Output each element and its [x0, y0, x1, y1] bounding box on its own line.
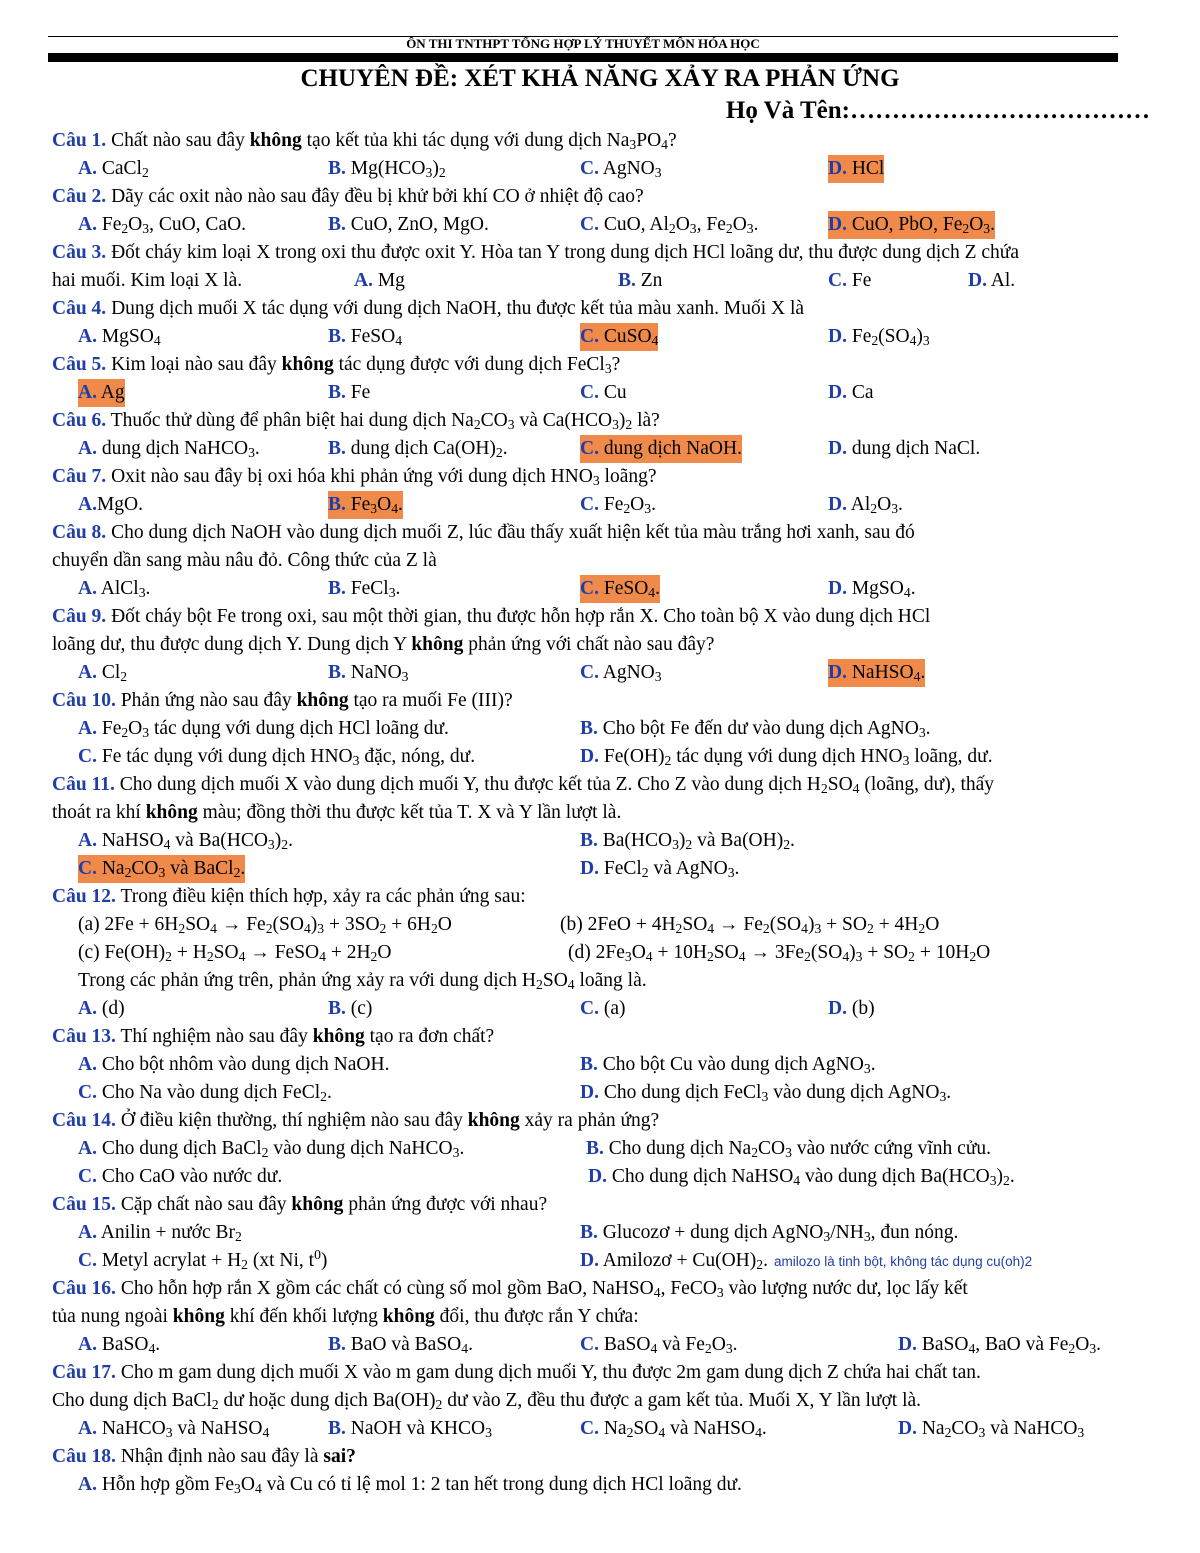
- question-list: [52, 127, 1152, 1499]
- question-7: [52, 463, 1152, 491]
- option-b: B. BaO và BaSO$_4$.: [328, 1334, 473, 1356]
- option-c-highlighted: C. CuSO$_4$: [580, 323, 658, 351]
- option-d-highlighted: D. CuO, PbO, $Fe_2O_3$.: [828, 211, 995, 239]
- question-text: Chất nào sau đây không tạo kết tủa khi tác dụng với dung dịch $Na_3PO_4$?: [111, 130, 677, 152]
- question-text-cont: Cho dung dịch BaCl$_2$ dư hoặc dung dịch $Ba(OH)_2$ dư vào Z, đều thu được a gam kết tủa. Muối X, Y lần lượt là.: [52, 1390, 922, 1412]
- question-6: [52, 407, 1152, 435]
- student-name-line: Họ Và Tên:………………………………: [725, 97, 1150, 124]
- annotation-note: amilozo là tinh bột, không tác dụng cu(oh)2: [773, 1254, 1033, 1269]
- option-d-highlighted: D. NaHSO$_4$.: [828, 659, 925, 687]
- option-a: A.MgO.: [78, 494, 144, 515]
- question-text-cont: loãng dư, thu được dung dịch Y. Dung dịch Y không phản ứng với chất nào sau đây?: [52, 634, 715, 655]
- option-c-highlighted: C. dung dịch NaOH.: [580, 435, 742, 463]
- question-label: Câu 8.: [52, 522, 107, 543]
- option-c: C. CuO, $Al_2O_3$, $Fe_2O_3$.: [580, 214, 759, 236]
- question-prompt: Trong các phản ứng trên, phản ứng xảy ra với dung dịch $H_2SO_4$ loãng là.: [78, 970, 647, 992]
- question-text: Thí nghiệm nào sau đây không tạo ra đơn chất?: [120, 1026, 495, 1047]
- option-a: A. NaHCO$_3$ và NaHSO$_4$: [78, 1418, 270, 1440]
- option-b: B. NaOH và $KHCO_3$: [328, 1418, 492, 1440]
- question-label: Câu 1.: [52, 130, 107, 151]
- option-c: C. BaSO$_4$ và $Fe_2O_3$.: [580, 1334, 738, 1356]
- question-9-cont: [52, 631, 1152, 659]
- option-d: D. dung dịch NaCl.: [828, 438, 981, 459]
- option-b: B. $Mg(HCO_3)_2$: [328, 158, 446, 180]
- question-4: [52, 295, 1152, 323]
- reaction-c: (c) $Fe(OH)_2 + H_2SO_4$ → FeSO$_4$ + $2H_2O$: [78, 942, 392, 964]
- question-14: [52, 1107, 1152, 1135]
- question-text: Cho dung dịch NaOH vào dung dịch muối Z, lúc đầu thấy xuất hiện kết tủa màu trắng hơi xanh, sau đó: [111, 522, 915, 543]
- option-a: A. Hỗn hợp gồm $Fe_3O_4$ và Cu có tỉ lệ mol 1: 2 tan hết trong dung dịch HCl loãng dư.: [78, 1474, 742, 1496]
- option-c: C. Cho CaO vào nước dư.: [78, 1166, 283, 1187]
- option-b-highlighted: B. $Fe_3O_4$.: [328, 491, 403, 519]
- option-b: B. Cho bột Fe đến dư vào dung dịch AgNO$_3$.: [580, 718, 931, 740]
- question-5: [52, 351, 1152, 379]
- question-8: [52, 519, 1152, 547]
- options-row: [52, 323, 1152, 351]
- options-row: [52, 1247, 1152, 1275]
- question-label: Câu 14.: [52, 1110, 116, 1131]
- option-b: B. Cho dung dịch $Na_2CO_3$ vào nước cứng vĩnh cửu.: [586, 1138, 992, 1160]
- option-a: A. dung dịch NaHCO$_3$.: [78, 438, 260, 460]
- options-row: [52, 659, 1152, 687]
- question-text: Cho m gam dung dịch muối X vào m gam dung dịch muối Y, thu được 2m gam dung dịch Z chứa hai chất tan.: [120, 1362, 981, 1383]
- option-d: D. Cho dung dịch FeCl$_3$ vào dung dịch AgNO$_3$.: [580, 1082, 952, 1104]
- options-row: [52, 211, 1152, 239]
- option-a: A. Cho dung dịch BaCl$_2$ vào dung dịch NaHCO$_3$.: [78, 1138, 465, 1160]
- option-a: A. $Cl_2$: [78, 662, 128, 684]
- question-text-cont: tủa nung ngoài không khí đến khối lượng không đổi, thu được rắn Y chứa:: [52, 1306, 639, 1327]
- question-label: Câu 2.: [52, 186, 107, 207]
- option-b: B. NaNO$_3$: [328, 662, 409, 684]
- question-label: Câu 9.: [52, 606, 107, 627]
- question-label: Câu 16.: [52, 1278, 116, 1299]
- option-d: D. FeCl$_2$ và AgNO$_3$.: [580, 858, 740, 880]
- question-text: Oxit nào sau đây bị oxi hóa khi phản ứng với dung dịch $HNO_3$ loãng?: [111, 466, 657, 488]
- options-row: [52, 491, 1152, 519]
- question-11: [52, 771, 1152, 799]
- option-d: D. Al.: [968, 270, 1016, 291]
- option-c-highlighted: C. FeSO$_4$.: [580, 575, 660, 603]
- question-10: [52, 687, 1152, 715]
- question-label: Câu 18.: [52, 1446, 116, 1467]
- options-row: [52, 1219, 1152, 1247]
- option-b: B. Fe: [328, 382, 371, 403]
- option-b: B. FeSO$_4$: [328, 326, 403, 348]
- option-b: B. CuO, ZnO, MgO.: [328, 214, 489, 235]
- reaction-d: (d) $2Fe_3O_4 + 10H_2SO_4 \to 3Fe_2(SO_4)_3 + SO_2 + 10H_2O$: [568, 942, 991, 964]
- question-text: Cho hỗn hợp rắn X gồm các chất có cùng số mol gồm BaO, NaHSO$_4$, FeCO$_3$ vào lượng nước dư, lọc lấy kết: [120, 1278, 968, 1300]
- question-label: Câu 4.: [52, 298, 107, 319]
- reaction-a: (a) $2Fe + 6H_2SO_4 \to Fe_2(SO_4)_3 + 3SO_2 + 6H_2O$: [78, 914, 452, 936]
- question-12: [52, 883, 1152, 911]
- options-row: [52, 1331, 1152, 1359]
- option-c-highlighted: C. $Na_2CO_3$ và BaCl$_2$.: [78, 855, 245, 883]
- option-b: B. (c): [328, 998, 373, 1019]
- question-text: Kim loại nào sau đây không tác dụng được với dung dịch FeCl$_3$?: [111, 354, 621, 376]
- question-16-cont: [52, 1303, 1152, 1331]
- question-text: Cặp chất nào sau đây không phản ứng được với nhau?: [120, 1194, 548, 1215]
- option-c: C. Metyl acrylat + $H_2$ (xt Ni, $t^0$): [78, 1247, 328, 1272]
- option-b: B. FeCl$_3$.: [328, 578, 401, 600]
- question-8-cont: [52, 547, 1152, 575]
- question-11-cont: [52, 799, 1152, 827]
- question-18: [52, 1443, 1152, 1471]
- question-text: Phản ứng nào sau đây không tạo ra muối Fe (III)?: [120, 690, 513, 711]
- option-b: B. $Ba(HCO_3)_2$ và $Ba(OH)_2$.: [580, 830, 795, 852]
- question-text-cont: thoát ra khí không màu; đồng thời thu được kết tủa T. X và Y lần lượt là.: [52, 802, 622, 823]
- options-row: [52, 1135, 1152, 1163]
- question-2: [52, 183, 1152, 211]
- option-a: A. AlCl$_3$.: [78, 578, 151, 600]
- option-b: B. dung dịch $Ca(OH)_2$.: [328, 438, 508, 460]
- question-17: [52, 1359, 1152, 1387]
- option-a: A. BaSO$_4$.: [78, 1334, 161, 1356]
- question-15: [52, 1191, 1152, 1219]
- question-label: Câu 10.: [52, 690, 116, 711]
- header-rule-thick: [48, 53, 1118, 62]
- options-row: [52, 1471, 1152, 1499]
- option-a-highlighted: A. Ag: [78, 379, 125, 407]
- header-top-text: ÔN THI TNTHPT TỔNG HỢP LÝ THUYẾT MÔN HÓA HỌC: [406, 36, 760, 51]
- options-row: [52, 1079, 1152, 1107]
- option-a: A. $Fe_2O_3$ tác dụng với dung dịch HCl loãng dư.: [78, 718, 449, 740]
- options-row: [52, 379, 1152, 407]
- question-label: Câu 12.: [52, 886, 116, 907]
- option-c: C. Fe: [828, 270, 872, 291]
- options-row: [52, 1163, 1152, 1191]
- options-row: [52, 995, 1152, 1023]
- option-d: D. $Al_2O_3$.: [828, 494, 903, 516]
- question-label: Câu 6.: [52, 410, 107, 431]
- reaction-row: [52, 911, 1152, 939]
- option-c: C. Cho Na vào dung dịch FeCl$_2$.: [78, 1082, 332, 1104]
- option-d: D. Ca: [828, 382, 874, 403]
- question-label: Câu 17.: [52, 1362, 116, 1383]
- option-c: C. AgNO$_3$: [580, 662, 662, 684]
- option-a: A. NaHSO$_4$ và $Ba(HCO_3)_2$.: [78, 830, 293, 852]
- question-text: Dãy các oxit nào nào sau đây đều bị khử bởi khí CO ở nhiệt độ cao?: [111, 186, 644, 207]
- question-1: [52, 127, 1152, 155]
- question-13: [52, 1023, 1152, 1051]
- question-label: Câu 5.: [52, 354, 107, 375]
- question-text: Trong điều kiện thích hợp, xảy ra các phản ứng sau:: [120, 886, 526, 907]
- question-text-cont: chuyển dần sang màu nâu đỏ. Công thức của Z là: [52, 550, 437, 571]
- question-9: [52, 603, 1152, 631]
- option-c: C. Cu: [580, 382, 627, 403]
- option-a: A. $Fe_2O_3$, CuO, CaO.: [78, 214, 247, 236]
- question-label: Câu 13.: [52, 1026, 116, 1047]
- option-a: A. CaCl$_2$: [78, 158, 149, 180]
- question-text: Cho dung dịch muối X vào dung dịch muối Y, thu được kết tủa Z. Cho Z vào dung dịch $H_2SO_4$ (loãng, dư), thấy: [119, 774, 995, 796]
- question-16: [52, 1275, 1152, 1303]
- question-17-cont: [52, 1387, 1152, 1415]
- question-text: Nhận định nào sau đây là sai?: [120, 1446, 356, 1467]
- option-d: D. MgSO$_4$.: [828, 578, 916, 600]
- option-d-highlighted: D. HCl: [828, 155, 884, 183]
- question-text: Dung dịch muối X tác dụng với dung dịch NaOH, thu được kết tủa màu xanh. Muối X là: [111, 298, 805, 319]
- option-d: D. $Fe(OH)_2$ tác dụng với dung dịch $HNO_3$ loãng, dư.: [580, 746, 993, 768]
- page-title: CHUYÊN ĐỀ: XÉT KHẢ NĂNG XẢY RA PHẢN ỨNG: [300, 65, 900, 92]
- options-row: [52, 575, 1152, 603]
- option-d: D. $Fe_2(SO_4)_3$: [828, 326, 930, 348]
- options-row: [52, 743, 1152, 771]
- options-row: [52, 1051, 1152, 1079]
- option-c: C. AgNO$_3$: [580, 158, 662, 180]
- option-b: B. Glucozơ + dung dịch $AgNO_3/NH_3$, đun nóng.: [580, 1222, 959, 1244]
- option-d: D. Cho dung dịch NaHSO$_4$ vào dung dịch $Ba(HCO_3)_2$.: [588, 1166, 1015, 1188]
- option-b: B. Cho bột Cu vào dung dịch AgNO$_3$.: [580, 1054, 876, 1076]
- option-a: A. Mg: [354, 270, 405, 291]
- reaction-row: [52, 939, 1152, 967]
- options-row: [52, 855, 1152, 883]
- question-text: Ở điều kiện thường, thí nghiệm nào sau đây không xảy ra phản ứng?: [120, 1110, 660, 1131]
- question-label: Câu 15.: [52, 1194, 116, 1215]
- question-text-cont: hai muối. Kim loại X là.: [52, 270, 243, 291]
- option-c: C. Fe tác dụng với dung dịch $HNO_3$ đặc, nóng, dư.: [78, 746, 476, 768]
- option-c: C. $Na_2SO_4$ và NaHSO$_4$.: [580, 1418, 767, 1440]
- question-3: [52, 239, 1152, 267]
- option-b: B. Zn: [618, 270, 663, 291]
- option-a: A. (d): [78, 998, 125, 1019]
- question-12-prompt: [52, 967, 1152, 995]
- options-row: [52, 435, 1152, 463]
- question-label: Câu 3.: [52, 242, 107, 263]
- option-c: C. (a): [580, 998, 626, 1019]
- options-row: [52, 155, 1152, 183]
- options-row: [52, 827, 1152, 855]
- question-label: Câu 11.: [52, 774, 115, 795]
- option-a: A. MgSO$_4$: [78, 326, 161, 348]
- question-label: Câu 7.: [52, 466, 107, 487]
- option-d: D. BaSO$_4$, BaO và $Fe_2O_3$.: [898, 1334, 1102, 1356]
- reaction-b: (b) $2FeO + 4H_2SO_4 \to Fe_2(SO_4)_3 + SO_2 + 4H_2O$: [560, 914, 940, 936]
- option-d: D. (b): [828, 998, 875, 1019]
- option-c: C. $Fe_2O_3$.: [580, 494, 656, 516]
- question-text: Đốt cháy kim loại X trong oxi thu được oxit Y. Hòa tan Y trong dung dịch HCl loãng dư, thu được dung dịch Z chứa: [111, 242, 1020, 263]
- options-row: [52, 1415, 1152, 1443]
- question-text: Đốt cháy bột Fe trong oxi, sau một thời gian, thu được hỗn hợp rắn X. Cho toàn bộ X vào dung dịch HCl: [111, 606, 931, 627]
- option-d: D. Amilozơ + $Cu(OH)_2$. amilozo là tinh bột, không tác dụng cu(oh)2: [580, 1250, 1033, 1272]
- option-a: A. Anilin + nước $Br_2$: [78, 1222, 242, 1244]
- option-d: D. $Na_2CO_3$ và NaHCO$_3$: [898, 1418, 1085, 1440]
- option-a: A. Cho bột nhôm vào dung dịch NaOH.: [78, 1054, 390, 1075]
- options-row: [52, 267, 1152, 295]
- question-text: Thuốc thử dùng để phân biệt hai dung dịch $Na_2CO_3$ và $Ca(HCO_3)_2$ là?: [110, 410, 660, 432]
- options-row: [52, 715, 1152, 743]
